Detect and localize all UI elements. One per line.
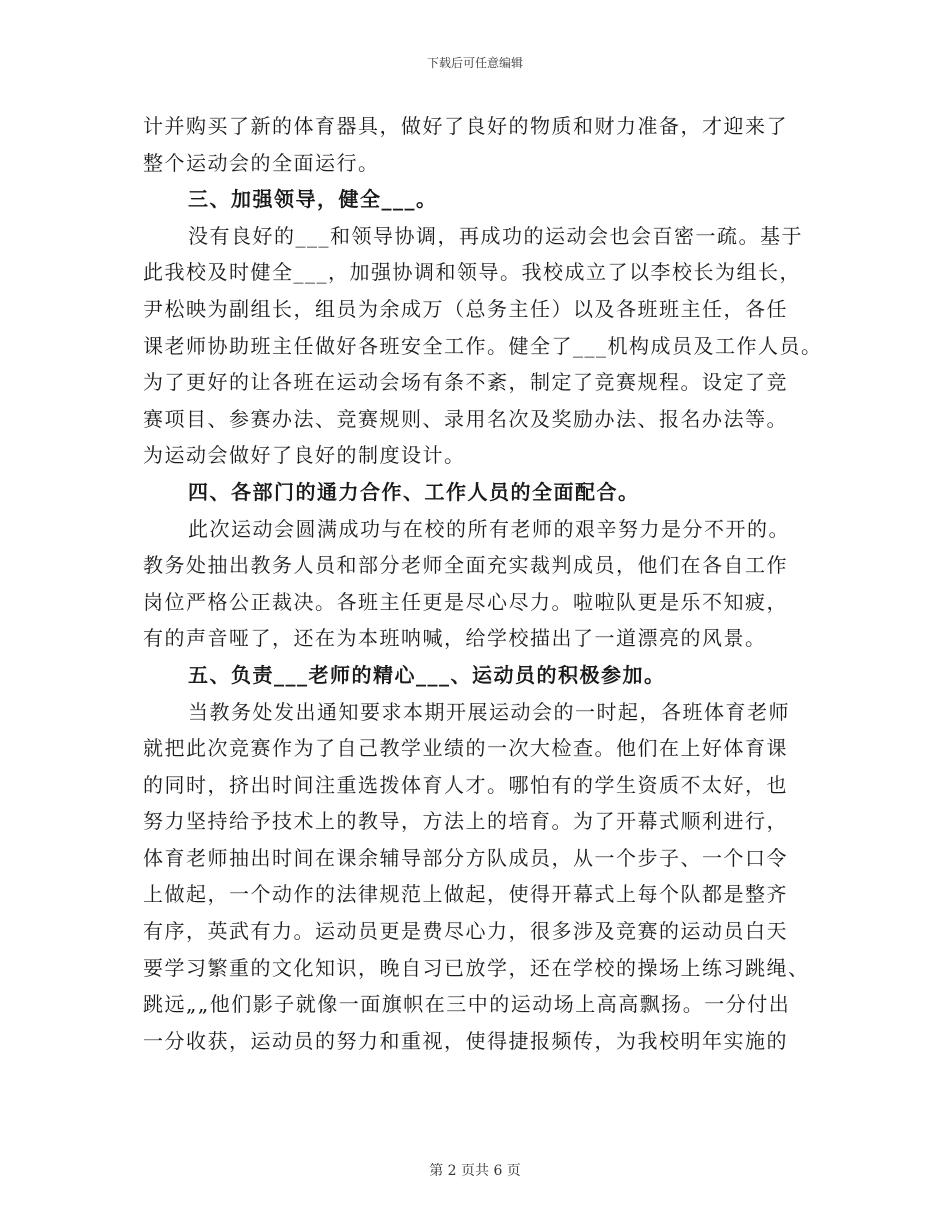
text-line: 此我校及时健全___，加强协调和领导。我校成立了以李校长为组长， bbox=[143, 260, 801, 285]
text-line: 整个运动会的全面运行。 bbox=[143, 150, 380, 175]
text-line: 上做起，一个动作的法律规范上做起，使得开幕式上每个队都是整齐 bbox=[143, 882, 788, 907]
document-body bbox=[143, 108, 823, 1059]
text-line: 有的声音哑了，还在为本班呐喊，给学校描出了一道漂亮的风景。 bbox=[143, 626, 767, 651]
text-line: 有序，英武有力。运动员更是费尽心力，很多涉及竞赛的运动员白天 bbox=[143, 919, 788, 944]
text-line: 课老师协助班主任做好各班安全工作。健全了___机构成员及工作人员。 bbox=[143, 333, 823, 358]
text-line: 努力坚持给予技术上的教导，方法上的培育。为了开幕式顺利进行， bbox=[143, 809, 788, 834]
text-line: 此次运动会圆满成功与在校的所有老师的艰辛努力是分不开的。 bbox=[188, 516, 790, 541]
section-heading: 四、各部门的通力合作、工作人员的全面配合。 bbox=[188, 479, 640, 504]
text-line: 计并购买了新的体育器具，做好了良好的物质和财力准备，才迎来了 bbox=[143, 114, 788, 138]
text-line: 尹松映为副组长，组员为余成万（总务主任）以及各班班主任，各任 bbox=[143, 296, 788, 321]
text-line: 跳远„„他们影子就像一面旗帜在三中的运动场上高高飘扬。一分付出 bbox=[143, 992, 791, 1017]
text-line: 赛项目、参赛办法、竞赛规则、录用名次及奖励办法、报名办法等。 bbox=[143, 406, 788, 431]
text-line: 当教务处发出通知要求本期开展运动会的一时起，各班体育老师 bbox=[188, 699, 790, 724]
page-header: 下载后可任意编辑 bbox=[426, 56, 523, 70]
text-line: 为运动会做好了良好的制度设计。 bbox=[143, 443, 466, 468]
page-footer: 第 2 页共 6 页 bbox=[429, 1163, 521, 1179]
text-line: 教务处抽出教务人员和部分老师全面充实裁判成员，他们在各自工作 bbox=[143, 553, 788, 578]
text-line: 体育老师抽出时间在课余辅导部分方队成员，从一个步子、一个口令 bbox=[143, 845, 788, 870]
text-line: 的同时，挤出时间注重选拨体育人才。哪怕有的学生资质不太好，也 bbox=[143, 772, 788, 797]
text-line: 就把此次竞赛作为了自己教学业绩的一次大检查。他们在上好体育课 bbox=[143, 736, 788, 761]
section-heading: 五、负责___老师的精心___、运动员的积极参加。 bbox=[188, 662, 666, 687]
text-line: 没有良好的___和领导协调，再成功的运动会也会百密一疏。基于 bbox=[188, 223, 803, 248]
text-line: 一分收获，运动员的努力和重视，使得捷报频传，为我校明年实施的 bbox=[143, 1028, 788, 1053]
text-line: 要学习繁重的文化知识，晚自习已放学，还在学校的操场上练习跳绳、 bbox=[143, 955, 810, 980]
section-heading: 三、加强领导，健全___。 bbox=[188, 187, 438, 212]
text-line: 为了更好的让各班在运动会场有条不紊，制定了竞赛规程。设定了竞 bbox=[143, 370, 788, 395]
text-line: 岗位严格公正裁决。各班主任更是尽心尽力。啦啦队更是乐不知疲， bbox=[143, 589, 788, 614]
